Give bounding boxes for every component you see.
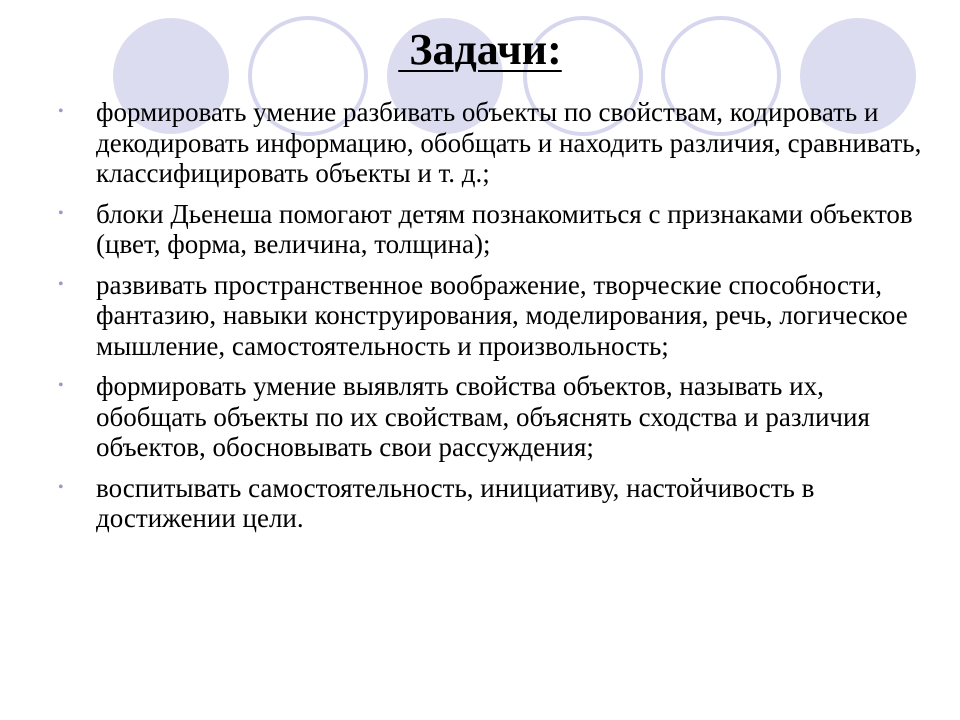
list-item-text: воспитывать самостоятельность, инициативу, настойчивость в достижении цели.: [96, 472, 815, 533]
list-item: [58, 97, 928, 189]
list-item-text: формировать умение разбивать объекты по свойствам, кодировать и декодировать информацию, обобщать и находить различия, сравнивать, классифицировать объекты и т. д.;: [96, 97, 922, 188]
task-list: [58, 97, 928, 544]
bullet-icon: •: [58, 275, 64, 293]
list-item-text: развивать пространственное воображение, творческие способности, фантазию, навыки конструирования, моделирования, речь, логическое мышление, самостоятельность и произвольность;: [96, 269, 908, 361]
list-item-text: формировать умение выявлять свойства объектов, называть их, обобщать объекты по их свойствам, объяснять сходства и различия объектов, обосновывать свои рассуждения;: [96, 371, 870, 462]
slide-title: Задачи:: [398, 25, 562, 74]
bullet-icon: •: [58, 103, 64, 120]
list-item: [58, 473, 928, 534]
list-item: [58, 199, 928, 260]
list-item: [58, 270, 928, 362]
bullet-icon: •: [58, 204, 64, 222]
list-item: [58, 371, 928, 463]
bullet-icon: •: [58, 478, 64, 496]
list-item-text: блоки Дьенеша помогают детям познакомиться с признаками объектов (цвет, форма, величина, толщина);: [96, 198, 913, 259]
bullet-icon: •: [58, 377, 64, 394]
